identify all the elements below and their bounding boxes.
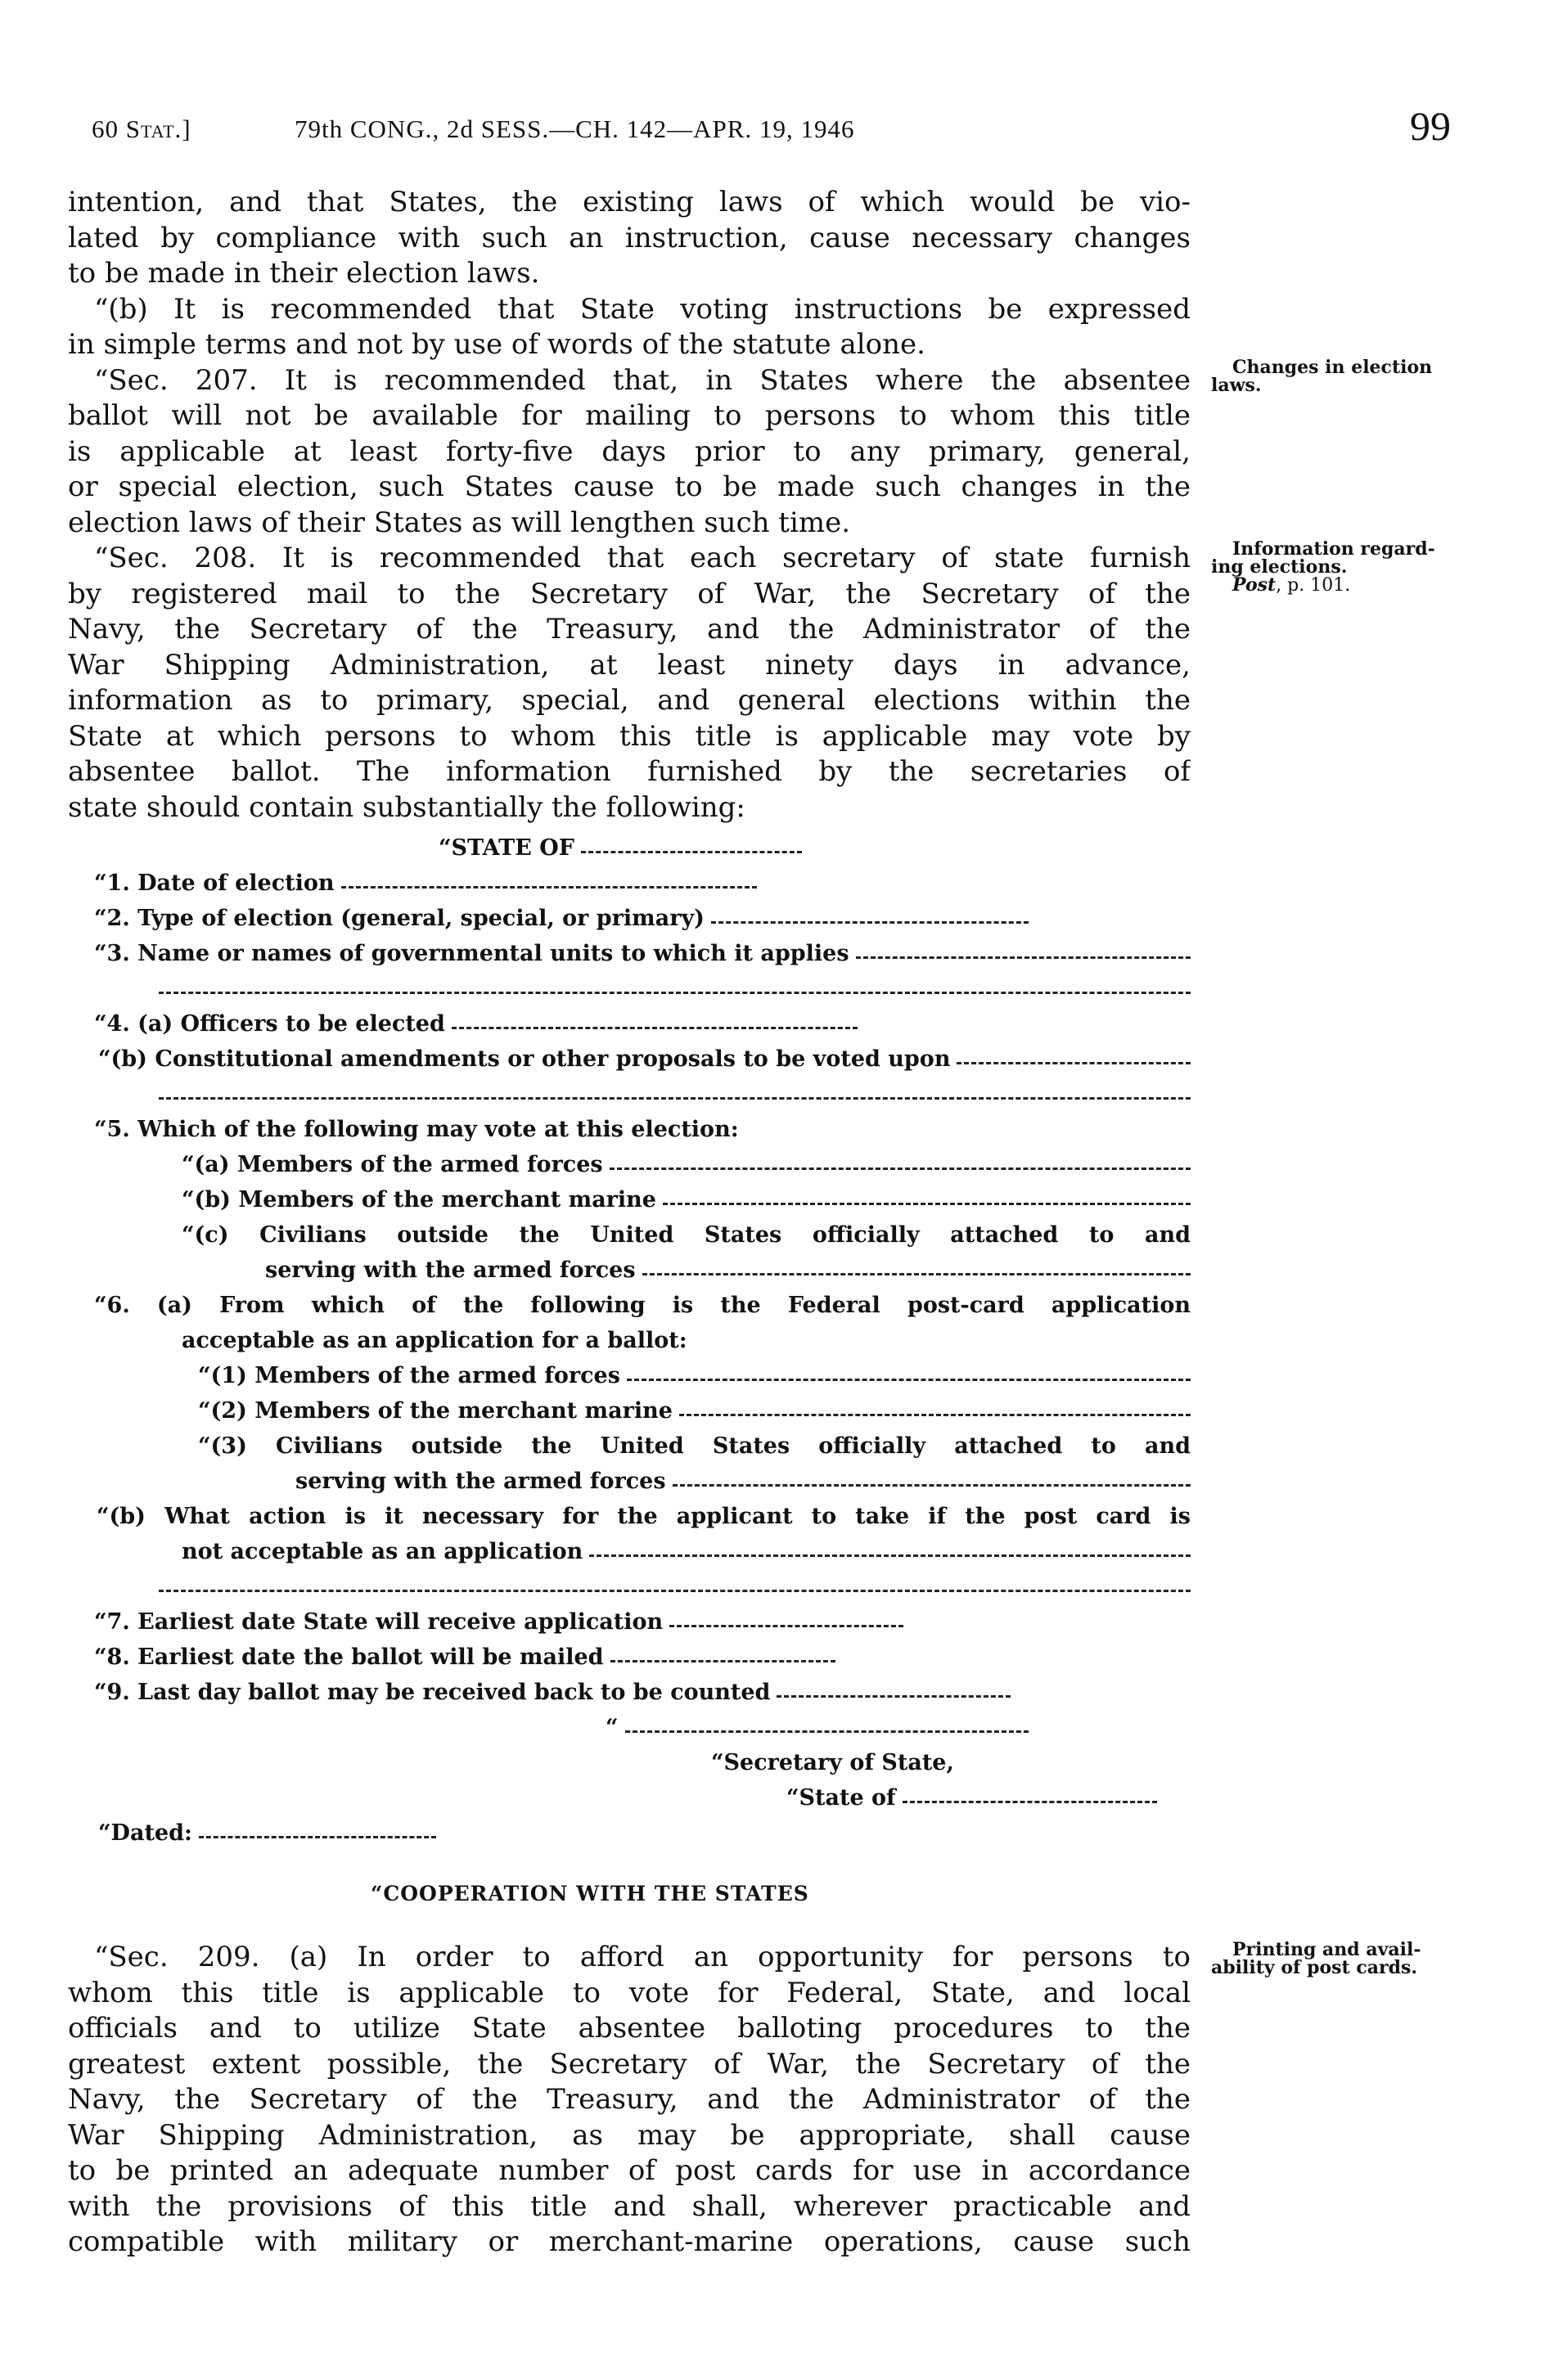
- form-field-label: “State of: [786, 1785, 896, 1811]
- fill-in-blank: [957, 1062, 1191, 1064]
- form-field-line: [98, 1042, 1191, 1077]
- form-field-line: [295, 1464, 1191, 1499]
- margin-note-line: Changes in election: [1232, 357, 1433, 378]
- form-field-line: [786, 1780, 1157, 1815]
- fill-in-blank: [669, 1625, 903, 1627]
- margin-note-information: [1211, 540, 1457, 595]
- margin-note-line: ing elections.: [1211, 556, 1348, 578]
- text-line: greatest extent possible, the Secretary of War, the Secretary of the: [68, 2047, 1191, 2081]
- form-field-line: [198, 1358, 1191, 1393]
- fill-in-blank: [610, 1660, 835, 1662]
- fill-in-blank: [673, 1484, 1191, 1487]
- fill-in-blank: [903, 1801, 1157, 1803]
- margin-note-line: ability of post cards.: [1211, 1957, 1418, 1978]
- text-line: information as to primary, special, and general elections within the: [68, 684, 1191, 717]
- text-line: Navy, the Secretary of the Treasury, and the Administrator of the: [68, 613, 1191, 646]
- fill-in-blank: [625, 1730, 1029, 1733]
- form-field-line: [198, 1428, 1191, 1464]
- fill-in-blank: [663, 1203, 1191, 1205]
- form-field-label: “8. Earliest date the ballot will be mailed: [94, 1644, 604, 1670]
- text-line: “Sec. 208. It is recommended that each secretary of state furnish: [94, 542, 1191, 574]
- text-line: officials and to utilize State absentee balloting procedures to the: [68, 2012, 1191, 2045]
- text-line: absentee ballot. The information furnished by the secretaries of: [68, 755, 1191, 788]
- text-line: or special election, such States cause to be made such changes in the: [68, 470, 1191, 503]
- form-field-label: “(3) Civilians outside the United States officially attached to and: [198, 1433, 1191, 1459]
- text-line: ballot will not be available for mailing to persons to whom this title: [68, 399, 1191, 432]
- fill-in-blank: [610, 1168, 1191, 1170]
- text-line: to be made in their election laws.: [68, 257, 540, 290]
- body-text: [68, 185, 1191, 826]
- fill-in-blank: [777, 1695, 1011, 1698]
- fill-in-blank: [589, 1554, 1191, 1557]
- text-line: War Shipping Administration, at least ninety days in advance,: [68, 648, 1191, 682]
- margin-note-printing: [1211, 1941, 1457, 1977]
- text-line: intention, and that States, the existing laws of which would be vio-: [68, 186, 1191, 218]
- form-field-label: “(a) Members of the armed forces: [182, 1152, 603, 1177]
- margin-note-ref-page: , p. 101.: [1276, 575, 1351, 596]
- form-field-label: “5. Which of the following may vote at this election:: [94, 1117, 739, 1142]
- text-line: is applicable at least forty-five days prior to any primary, general,: [68, 434, 1191, 468]
- form-field-line: [94, 936, 1191, 971]
- form-field-line: [98, 1815, 436, 1851]
- text-line: “Sec. 207. It is recommended that, in States where the absentee: [94, 363, 1191, 397]
- fill-in-blank: [159, 992, 1191, 994]
- text-line: election laws of their States as will lengthen such time.: [68, 506, 851, 539]
- form-field-label: “Dated:: [98, 1820, 192, 1846]
- text-line: War Shipping Administration, as may be appropriate, shall cause: [68, 2118, 1191, 2152]
- form-field-line: [182, 1182, 1191, 1217]
- margin-note-line: Printing and avail-: [1232, 1939, 1421, 1960]
- form-field-label: “3. Name or names of governmental units to which it applies: [94, 941, 849, 966]
- form-field-line: [94, 1112, 1191, 1147]
- fill-in-blank: [199, 1836, 436, 1838]
- fill-in-blank: [341, 886, 757, 889]
- form-field-label: “6. (a) From which of the following is the Federal post-card application: [94, 1293, 1191, 1318]
- form-field-label: “(1) Members of the armed forces: [198, 1363, 620, 1388]
- page-number: 99: [1410, 103, 1451, 149]
- text-line: “(b) It is recommended that State voting instructions be expressed: [94, 292, 1191, 326]
- form-field-line: [94, 901, 1029, 936]
- form-field-label: “(2) Members of the merchant marine: [198, 1398, 673, 1424]
- text-line: whom this title is applicable to vote for Federal, State, and local: [68, 1976, 1191, 2009]
- form-field-label: “Secretary of State,: [711, 1750, 954, 1775]
- form-field-label: “STATE OF: [439, 835, 574, 861]
- form-field-label: serving with the armed forces: [265, 1257, 636, 1283]
- form-field-label: “(b) Members of the merchant marine: [182, 1187, 656, 1212]
- form-field-label: “(b) What action is it necessary for the applicant to take if the post card is: [97, 1504, 1191, 1529]
- text-line: lated by compliance with such an instruction, cause necessary changes: [68, 221, 1191, 254]
- form-field-line: [182, 1534, 1191, 1569]
- margin-note-changes: [1211, 358, 1457, 394]
- blank-line: [159, 971, 1191, 1006]
- form-field-line: [94, 1006, 858, 1042]
- fill-in-blank: [452, 1027, 858, 1029]
- form-field-label: “(b) Constitutional amendments or other proposals to be voted upon: [98, 1046, 951, 1072]
- fill-in-blank: [627, 1379, 1191, 1381]
- text-line: in simple terms and not by use of words of the statute alone.: [68, 328, 925, 361]
- text-line: “Sec. 209. (a) In order to afford an opportunity for persons to: [94, 1941, 1191, 1973]
- form-field-label: “7. Earliest date State will receive application: [94, 1609, 664, 1635]
- form-field-label: “: [606, 1715, 619, 1740]
- form-field-label: acceptable as an application for a ballot:: [182, 1328, 687, 1353]
- form-field-label: “4. (a) Officers to be elected: [94, 1011, 445, 1037]
- form-field-label: serving with the armed forces: [295, 1469, 666, 1494]
- form-field-line: [94, 1675, 1011, 1710]
- blank-line: [159, 1077, 1191, 1112]
- running-header-left: 60 Stat.]: [92, 115, 191, 143]
- text-line: state should contain substantially the following:: [68, 790, 745, 824]
- form-field-line: [265, 1253, 1191, 1288]
- fill-in-blank: [642, 1273, 1191, 1275]
- fill-in-blank: [711, 921, 1029, 924]
- fill-in-blank: [679, 1414, 1191, 1416]
- text-line: to be printed an adequate number of post cards for use in accordance: [68, 2154, 1191, 2187]
- text-line: by registered mail to the Secretary of War, the Secretary of the: [68, 577, 1191, 610]
- fill-in-blank: [581, 851, 802, 853]
- margin-note-ref-italic: Post: [1232, 574, 1277, 596]
- form-field-line: [94, 1288, 1191, 1323]
- form-field-line: [182, 1217, 1191, 1253]
- form-field-label: “(c) Civilians outside the United States officially attached to and: [182, 1222, 1191, 1248]
- form-field-line: [94, 866, 757, 901]
- form-field-line: [439, 830, 802, 866]
- form-field-line: [94, 1604, 903, 1640]
- text-line: compatible with military or merchant-marine operations, cause such: [68, 2225, 1191, 2258]
- fill-in-blank: [159, 1097, 1191, 1100]
- form-field-line: [711, 1745, 1191, 1780]
- form-field-label: “9. Last day ballot may be received back to be counted: [94, 1680, 771, 1705]
- margin-note-line: laws.: [1211, 375, 1262, 396]
- form-field-label: not acceptable as an application: [182, 1539, 583, 1564]
- form-field-line: [606, 1710, 1029, 1745]
- fill-in-blank: [856, 956, 1191, 959]
- form-field-line: [182, 1323, 1191, 1358]
- form-field-label: “1. Date of election: [94, 871, 335, 896]
- text-line: with the provisions of this title and shall, wherever practicable and: [68, 2189, 1191, 2223]
- text-line: Navy, the Secretary of the Treasury, and the Administrator of the: [68, 2083, 1191, 2116]
- margin-note-reference: [1211, 576, 1457, 595]
- blank-line: [159, 1569, 1191, 1604]
- form-field-line: [94, 1640, 835, 1675]
- information-form: [0, 830, 1549, 1851]
- margin-note-line: Information regard-: [1232, 538, 1435, 560]
- form-field-line: [182, 1147, 1191, 1182]
- fill-in-blank: [159, 1590, 1191, 1592]
- text-line: State at which persons to whom this title is applicable may vote by: [68, 719, 1191, 753]
- form-field-label: “2. Type of election (general, special, or primary): [94, 906, 705, 931]
- section-heading: “COOPERATION WITH THE STATES: [371, 1882, 809, 1905]
- running-header-center: 79th CONG., 2d SESS.—CH. 142—APR. 19, 1946: [295, 115, 855, 143]
- section-209-text: [68, 1940, 1191, 2261]
- form-field-line: [97, 1499, 1191, 1534]
- form-field-line: [198, 1393, 1191, 1428]
